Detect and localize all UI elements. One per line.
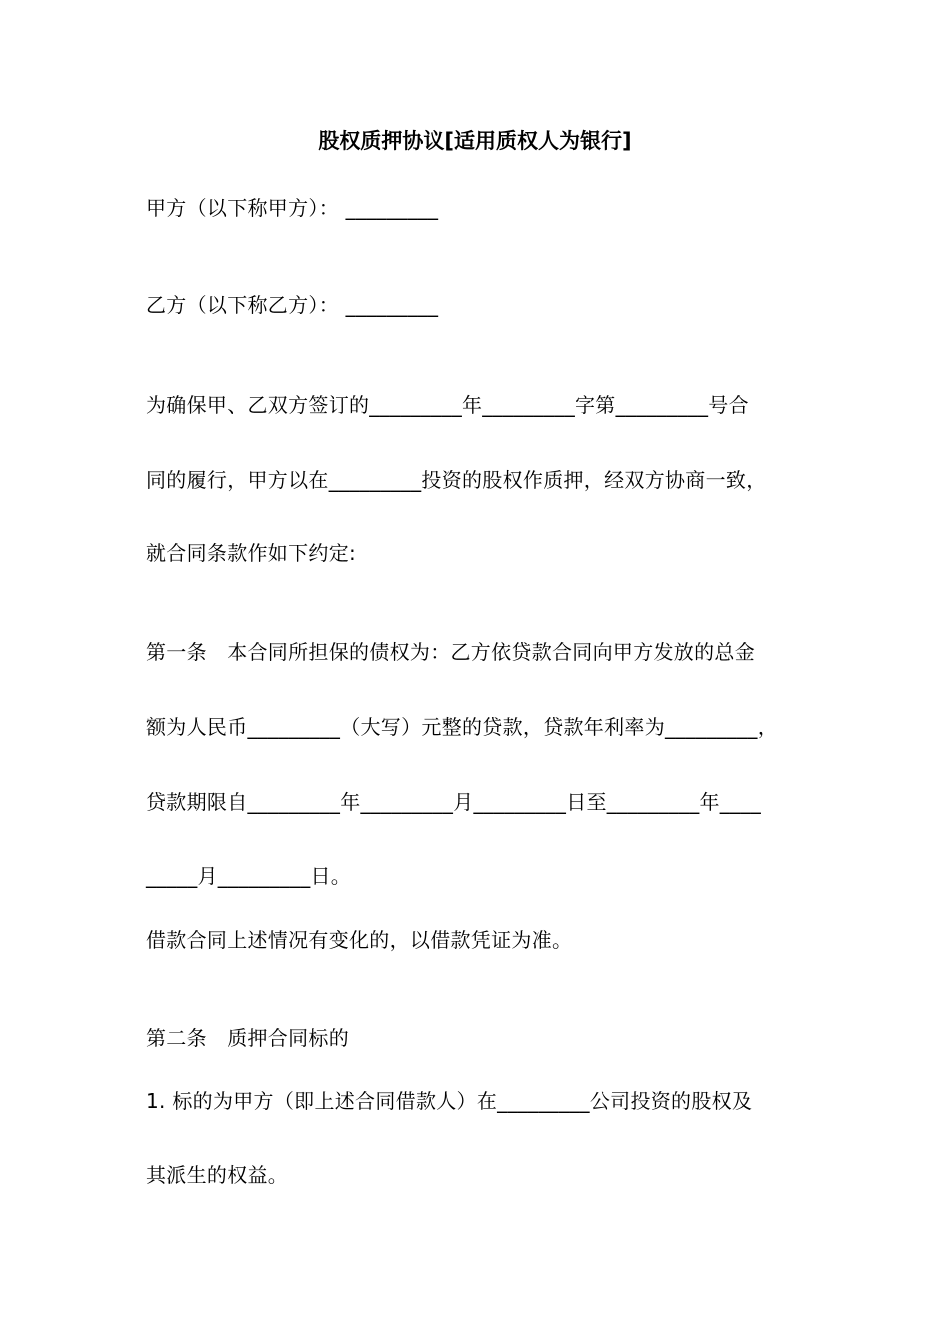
article-2-item-1-line-2: 其派生的权益。: [146, 1163, 289, 1187]
preamble-line-2: 同的履行，甲方以在_________投资的股权作质押，经双方协商一致，: [146, 468, 767, 492]
article-2-item-1-line-1: 1. 标的为甲方（即上述合同借款人）在_________公司投资的股权及: [146, 1089, 753, 1113]
article-2-heading: 第二条 质押合同标的: [146, 1026, 349, 1050]
preamble-line-1: 为确保甲、乙双方签订的_________年_________字第_________号合: [146, 393, 749, 417]
article-1-line-1: 第一条 本合同所担保的债权为：乙方依贷款合同向甲方发放的总金: [146, 640, 755, 664]
party-b-line: 乙方（以下称乙方）： _________: [146, 293, 439, 317]
article-1-line-2: 额为人民币_________（大写）元整的贷款，贷款年利率为_________，: [146, 715, 778, 739]
preamble-line-3: 就合同条款作如下约定:: [146, 541, 357, 565]
article-1-note: 借款合同上述情况有变化的，以借款凭证为准。: [146, 928, 573, 952]
article-1-line-3: 贷款期限自_________年_________月_________日至_________年____: [146, 790, 761, 814]
party-a-line: 甲方（以下称甲方）： _________: [146, 196, 439, 220]
article-1-line-4: _____月_________日。: [146, 864, 352, 888]
document-title: 股权质押协议[适用质权人为银行]: [318, 129, 632, 153]
